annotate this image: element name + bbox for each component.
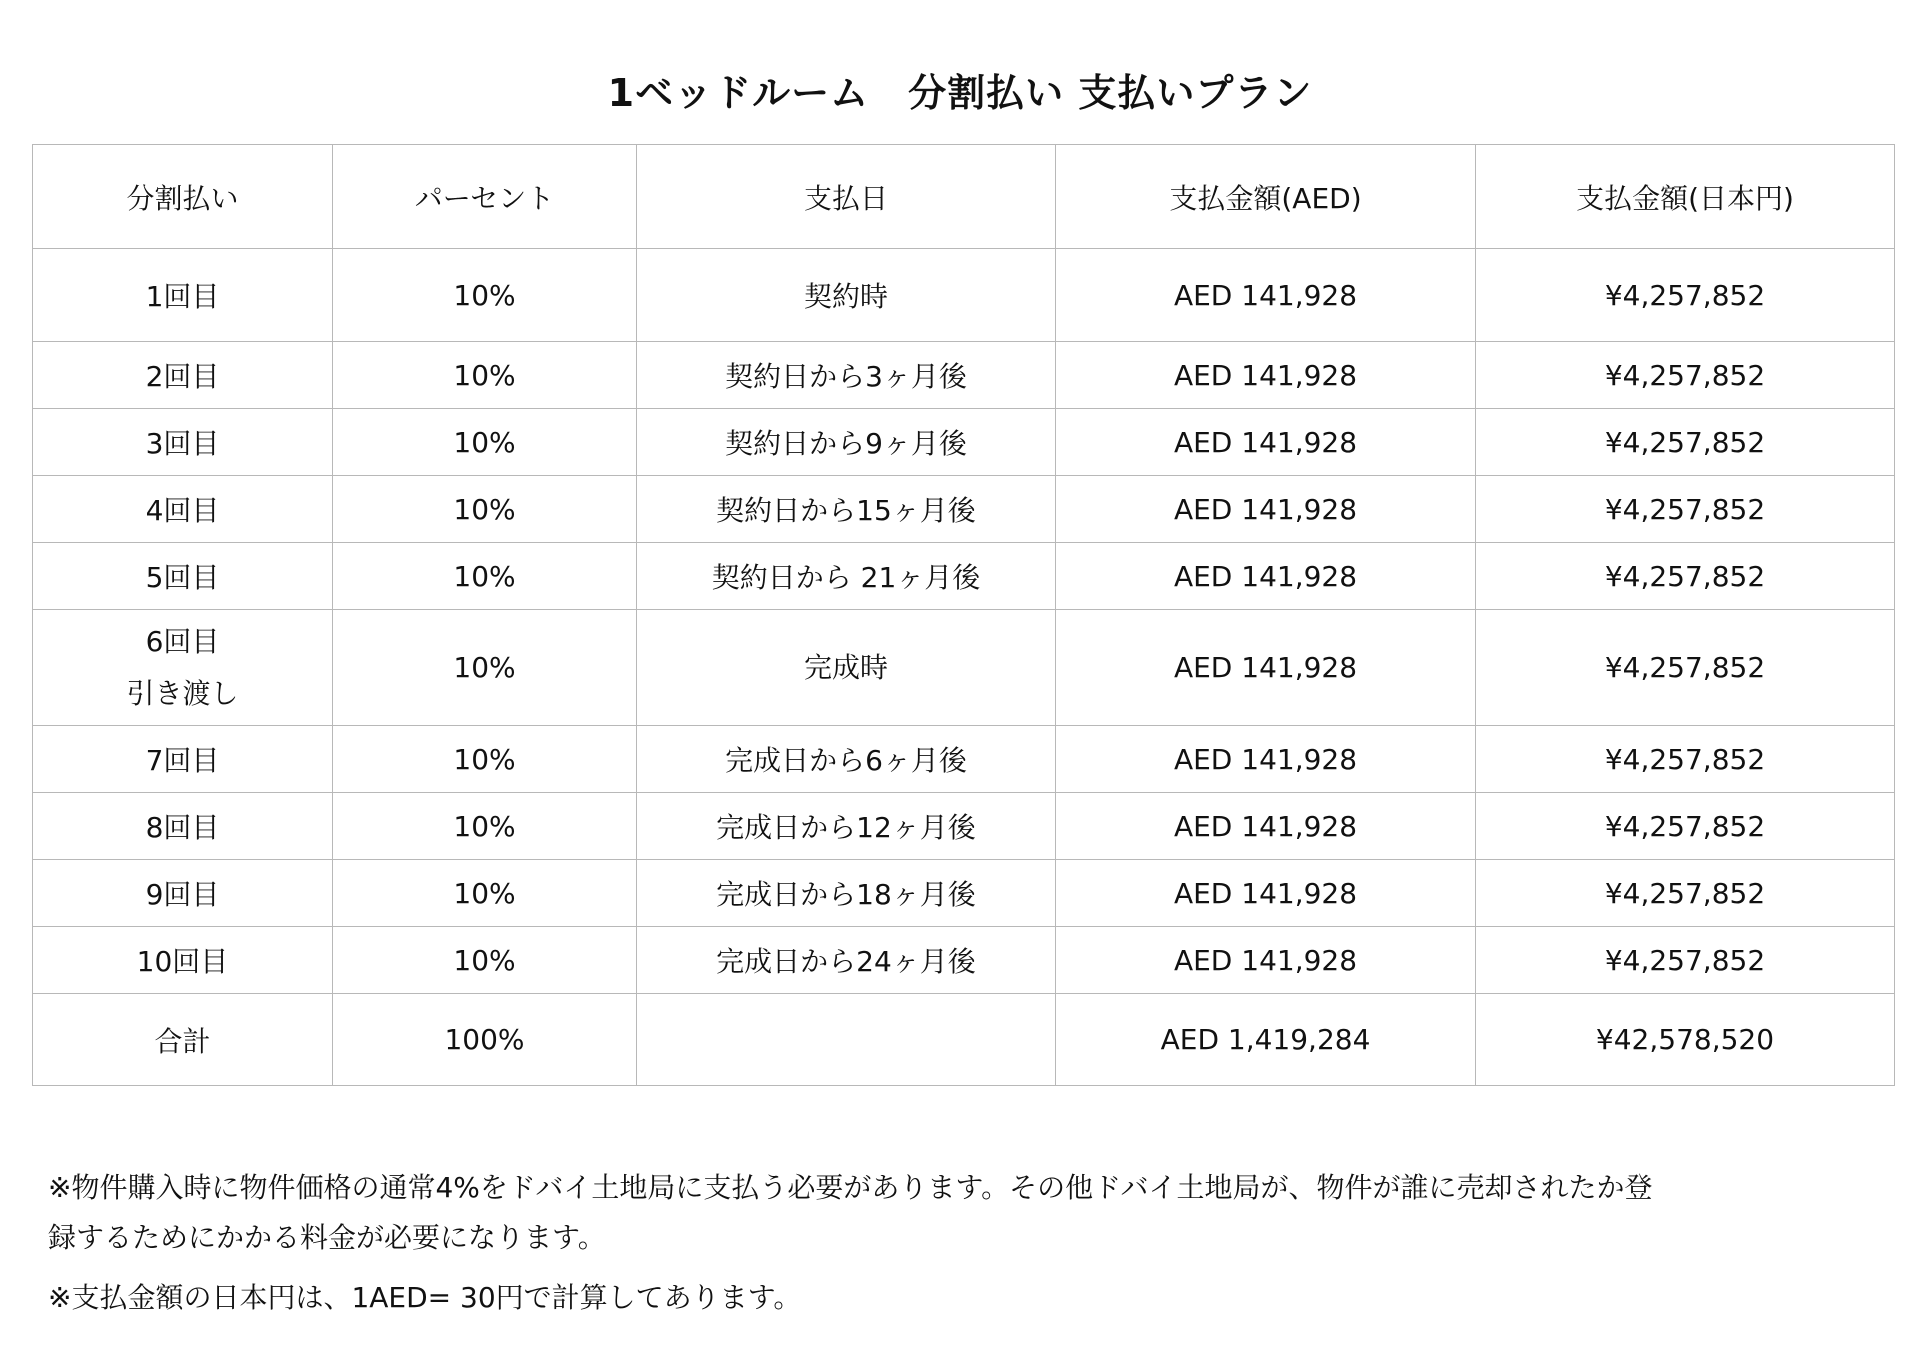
- installment-cell: [33, 610, 333, 726]
- installment-cell: 9回目: [33, 860, 333, 927]
- total-label-cell: 合計: [33, 994, 333, 1086]
- date-cell: 契約時: [637, 249, 1056, 342]
- date-cell: 完成日から12ヶ月後: [637, 793, 1056, 860]
- amount-jpy-cell: ¥4,257,852: [1476, 610, 1895, 726]
- table-row: [33, 793, 1895, 860]
- date-cell: 完成日から6ヶ月後: [637, 726, 1056, 793]
- installment-cell: 7回目: [33, 726, 333, 793]
- table-row: [33, 610, 1895, 726]
- amount-jpy-cell: ¥4,257,852: [1476, 249, 1895, 342]
- installment-cell: 3回目: [33, 409, 333, 476]
- amount-aed-cell: AED 141,928: [1056, 860, 1476, 927]
- installment-cell: 10回目: [33, 927, 333, 994]
- amount-aed-cell: AED 141,928: [1056, 543, 1476, 610]
- footnote-exchange-rate: ※支払金額の日本円は、1AED= 30円で計算してあります。: [48, 1281, 802, 1314]
- amount-jpy-cell: ¥4,257,852: [1476, 726, 1895, 793]
- total-amount-aed-cell: AED 1,419,284: [1056, 994, 1476, 1086]
- page-title: 1ベッドルーム 分割払い 支払いプラン: [607, 71, 1313, 115]
- amount-aed-cell: AED 141,928: [1056, 726, 1476, 793]
- table-row: [33, 249, 1895, 342]
- table-row: [33, 543, 1895, 610]
- table-row: [33, 927, 1895, 994]
- amount-jpy-cell: ¥4,257,852: [1476, 543, 1895, 610]
- percent-cell: 10%: [333, 476, 637, 543]
- table-row: [33, 726, 1895, 793]
- amount-aed-cell: AED 141,928: [1056, 927, 1476, 994]
- percent-cell: 10%: [333, 543, 637, 610]
- installment-cell: 5回目: [33, 543, 333, 610]
- total-date-cell: [637, 994, 1056, 1086]
- table-row: [33, 860, 1895, 927]
- amount-aed-cell: AED 141,928: [1056, 476, 1476, 543]
- amount-aed-cell: AED 141,928: [1056, 342, 1476, 409]
- amount-jpy-cell: ¥4,257,852: [1476, 927, 1895, 994]
- amount-aed-cell: AED 141,928: [1056, 610, 1476, 726]
- date-cell: 契約日から9ヶ月後: [637, 409, 1056, 476]
- table-header-row: [33, 145, 1895, 249]
- header-payment-date: 支払日: [637, 145, 1056, 249]
- footnote-land-department-line-2: 録するためにかかる料金が必要になります。: [48, 1221, 606, 1254]
- installment-cell: 1回目: [33, 249, 333, 342]
- date-cell: 契約日から3ヶ月後: [637, 342, 1056, 409]
- header-percent: パーセント: [333, 145, 637, 249]
- installment-cell: 4回目: [33, 476, 333, 543]
- table-total-row: [33, 994, 1895, 1086]
- percent-cell: 10%: [333, 249, 637, 342]
- amount-jpy-cell: ¥4,257,852: [1476, 409, 1895, 476]
- amount-aed-cell: AED 141,928: [1056, 793, 1476, 860]
- amount-jpy-cell: ¥4,257,852: [1476, 860, 1895, 927]
- percent-cell: 10%: [333, 793, 637, 860]
- installment-cell: 8回目: [33, 793, 333, 860]
- date-cell: 契約日から 21ヶ月後: [637, 543, 1056, 610]
- percent-cell: 10%: [333, 726, 637, 793]
- percent-cell: 10%: [333, 860, 637, 927]
- payment-plan-table: [32, 144, 1895, 1086]
- percent-cell: 10%: [333, 927, 637, 994]
- amount-aed-cell: AED 141,928: [1056, 249, 1476, 342]
- total-amount-jpy-cell: ¥42,578,520: [1476, 994, 1895, 1086]
- installment-cell: 2回目: [33, 342, 333, 409]
- percent-cell: 10%: [333, 342, 637, 409]
- amount-aed-cell: AED 141,928: [1056, 409, 1476, 476]
- footnotes: [48, 1163, 1878, 1323]
- amount-jpy-cell: ¥4,257,852: [1476, 793, 1895, 860]
- table-row: [33, 476, 1895, 543]
- table-row: [33, 409, 1895, 476]
- percent-cell: 10%: [333, 409, 637, 476]
- date-cell: 完成日から24ヶ月後: [637, 927, 1056, 994]
- header-installment: 分割払い: [33, 145, 333, 249]
- percent-cell: 10%: [333, 610, 637, 726]
- date-cell: 完成日から18ヶ月後: [637, 860, 1056, 927]
- installment-number: 6回目: [145, 624, 220, 658]
- total-percent-cell: 100%: [333, 994, 637, 1086]
- footnote-land-department-line-1: ※物件購入時に物件価格の通常4%をドバイ土地局に支払う必要があります。その他ドバイ土地局が、物件が誰に売却されたか登: [48, 1171, 1653, 1204]
- header-amount-aed: 支払金額(AED): [1056, 145, 1476, 249]
- date-cell: 契約日から15ヶ月後: [637, 476, 1056, 543]
- amount-jpy-cell: ¥4,257,852: [1476, 476, 1895, 543]
- amount-jpy-cell: ¥4,257,852: [1476, 342, 1895, 409]
- header-amount-jpy: 支払金額(日本円): [1476, 145, 1895, 249]
- installment-note: 引き渡し: [126, 676, 239, 710]
- table-row: [33, 342, 1895, 409]
- date-cell: 完成時: [637, 610, 1056, 726]
